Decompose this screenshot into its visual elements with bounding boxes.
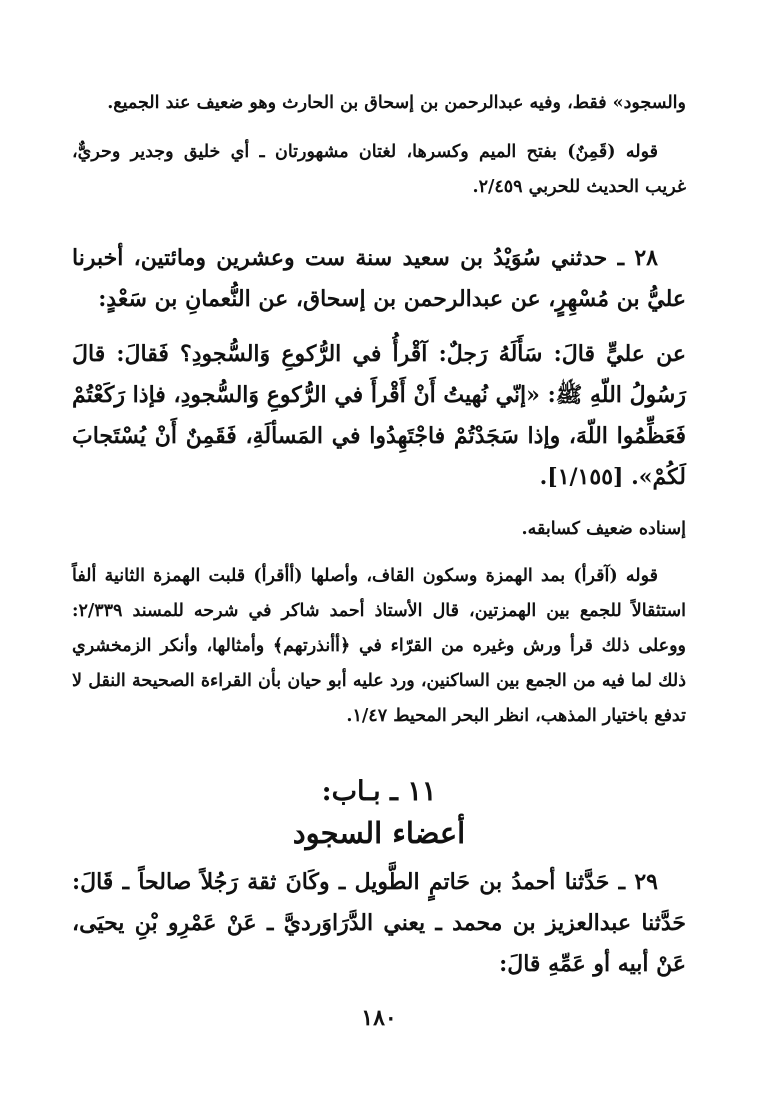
chapter-number: ١١ ـ بـاب: — [321, 776, 437, 807]
chapter-title: أعضاء السجود — [292, 816, 466, 850]
footnote-paragraph-aqra: قوله (آقرأ) بمد الهمزة وسكون القاف، وأصلها (أأقرأ) قلبت الهمزة الثانية ألفاً استثقالاً للجمع بين الهمزتين، قال الأستاذ أحمد شاكر في شرحه للمسند ٢/٣٣٩: ووعلى ذلك قرأ ورش وغيره من القرّاء في ﴿أأنذرتهم﴾ وأمثالها، وأنكر الزمخشري ذلك لما فيه من الجمع بين الساكنين، ورد عليه أبو حيان بأن القراءة الصحيحة النقل لا تدفع باختيار المذهب، انظر البحر المحيط ١/٤٧. — [72, 566, 686, 726]
hadith-29-isnad: ٢٩ ـ حَدَّثنا أحمدُ بن حَاتمٍ الطَّويل ـ وكَانَ ثقة رَجُلاً صالحاً ـ قَالَ: حَدَّثنا عبدالعزيز بن محمد ـ يعني الدَّرَاوَرديَّ ـ عَنْ عَمْرِو بْنِ يحيَى، عَنْ أبيه أو عَمِّهِ قالَ: — [72, 869, 686, 977]
hadith-28-isnad: ٢٨ ـ حدثني سُوَيْدُ بن سعيد سنة ست وعشرين ومائتين، أخبرنا عليُّ بن مُسْهِرٍ، عن عبدالرحمن بن إسحاق، عن النُّعمانِ بن سَعْدٍ: — [72, 245, 686, 312]
hadith-28-text: عن عليٍّ قالَ: سَأَلَهُ رَجلٌ: آقْرأُ في الرُّكوعِ وَالسُّجودِ؟ فَقالَ: قالَ رَسُولُ اللّهِ ﷺ: «إنّي نُهيتُ أَنْ أَقْرأَ في الرُّكوعِ وَالسُّجودِ، فإذا رَكَعْتُمْ فَعَظِّمُوا اللّهَ، وإذا سَجَدْتُمْ فاجْتَهِدُوا في المَسألَةِ، فَقَمِنٌ أَنْ يُسْتَجابَ لَكُمْ». [١/١٥٥]. — [72, 341, 686, 490]
book-page — [72, 86, 686, 1057]
isnad-grading: إسناده ضعيف كسابقه. — [521, 519, 686, 539]
footnote-paragraph-qamin: قوله (قَمِنٌ) بفتح الميم وكسرها، لغتان مشهورتان ـ أي خليق وجدير وحريٌّ، غريب الحديث للحربي ٢/٤٥٩. — [72, 142, 686, 197]
page-number: ١٨٠ — [361, 1005, 397, 1031]
footnote-paragraph-1: والسجود» فقط، وفيه عبدالرحمن بن إسحاق بن الحارث وهو ضعيف عند الجميع. — [107, 93, 686, 113]
